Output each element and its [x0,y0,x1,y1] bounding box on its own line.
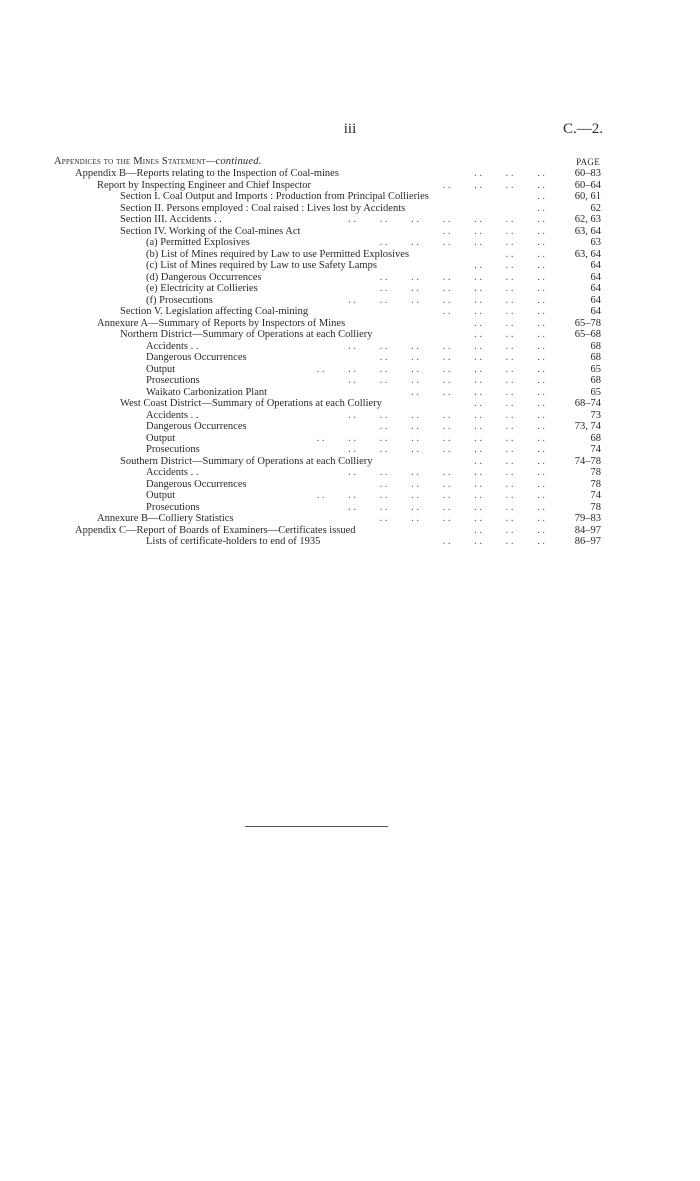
toc-entry-page: 62, 63 [574,214,601,225]
toc-entry [0,214,700,226]
toc-entry-title: West Coast District—Summary of Operations at each Colliery [120,398,382,409]
toc-entry [0,295,700,307]
toc-entry-page: 64 [590,271,601,283]
page-number: iii [343,121,357,137]
toc-entry-page: 86–97 [574,536,601,547]
toc-entry [0,226,700,238]
toc-entry-title: Prosecutions [146,444,200,455]
toc-entry-page: 68 [590,340,601,352]
toc-entry-page: 65 [590,386,601,398]
toc-entry-leader: . . . . . . . . . . . . . . [348,340,545,352]
toc-entry-page: 63, 64 [574,225,601,237]
toc-entry [0,398,700,410]
toc-entry-title: Southern District—Summary of Operations at each Colliery [120,455,373,467]
toc-entry-page: 64 [590,283,601,294]
toc-entry-page: 68 [590,375,601,386]
toc-entry [0,444,700,456]
toc-entry-leader: . . . . . . . . . . . . [379,478,545,490]
toc-entry-title: (a) Permitted Explosives [146,237,250,248]
toc-entry-title: Output [146,363,176,375]
toc-entry-leader: . . [537,202,545,214]
toc-entry-leader: . . . . . . . . . . . . . . [348,375,545,386]
toc-entry [0,306,700,318]
document-reference: C.—2. [562,121,603,137]
toc-entry [0,421,700,433]
toc-entry [0,410,700,422]
toc-entry-page: 63 [590,237,601,248]
toc-entry-leader: . . . . . . . . . . . . . . . . [316,490,545,501]
toc-entry [0,456,700,468]
toc-entry [0,260,700,272]
toc-entry-title: Section I. Coal Output and Imports : Production from Principal Collieries [120,191,429,202]
toc-entry-leader: . . . . . . . . . . . . . . [348,501,545,513]
toc-entry-leader: . . . . . . [474,455,545,467]
toc-entry-page: 64 [590,294,601,306]
toc-entry-title: Annexure B—Colliery Statistics [97,513,234,524]
toc-entry-leader: . . . . . . . . . . . . . . [348,214,545,225]
toc-entry-leader: . . . . [505,248,545,260]
toc-entry-page: 74–78 [574,455,601,467]
toc-entry [0,536,700,548]
toc-entry-leader: . . . . . . [474,398,545,409]
toc-entry-page: 68 [590,352,601,363]
toc-entry-title: Dangerous Occurrences [146,352,247,363]
toc-entry-title: Accidents . . [146,467,199,478]
toc-entry-title: Appendix B—Reports relating to the Inspection of Coal-mines [75,168,339,179]
toc-entry-leader: . . . . . . . . . . . . . . [348,409,545,421]
toc-entry [0,375,700,387]
toc-entry-page: 62 [590,202,601,214]
toc-entry-page: 68–74 [574,398,601,409]
toc-entry-title: Lists of certificate-holders to end of 1935 [146,536,321,547]
toc-entry-title: Appendix C—Report of Boards of Examiners—Certificates issued [75,524,356,536]
toc-entry-page: 60–64 [574,179,601,191]
toc-entry-title: Annexure A—Summary of Reports by Inspectors of Mines [97,317,346,329]
toc-entry-page: 68 [590,432,601,444]
toc-entry-page: 78 [590,501,601,513]
toc-entry-leader: . . . . . . [474,329,545,340]
toc-entry-title: Output [146,490,176,501]
toc-entry [0,502,700,514]
toc-entry-leader: . . . . . . . . . . [411,386,545,398]
toc-entry-title: Prosecutions [146,501,200,513]
toc-entry-title: (d) Dangerous Occurrences [146,271,262,283]
toc-entry-leader: . . . . . . . . . . . . . . [348,444,545,455]
toc-entry-leader: . . . . . . [474,317,545,329]
toc-entry-page: 73 [590,409,601,421]
toc-entry-leader: . . . . . . . . . . . . . . [348,467,545,478]
toc-entry-title: Report by Inspecting Engineer and Chief Inspector [97,179,312,191]
toc-entry-page: 84–97 [574,524,601,536]
toc-entry-leader: . . . . . . . . . . . . . . [348,294,545,306]
toc-entry-title: Section IV. Working of the Coal-mines Act [120,225,301,237]
toc-entry-leader: . . . . . . . . . . . . [379,352,545,363]
toc-entry-title: Output [146,432,176,444]
toc-entry-title: (f) Prosecutions [146,294,213,306]
toc-entry-title: Prosecutions [146,375,200,386]
toc-entry [0,352,700,364]
toc-entry [0,272,700,284]
toc-entry-title: (c) List of Mines required by Law to use Safety Lamps [146,260,377,271]
toc-entry-leader: . . . . . . [474,260,545,271]
toc-entry-leader: . . [537,191,545,202]
toc-entry-leader: . . . . . . . . . . . . . . . . [316,432,545,444]
toc-entry [0,479,700,491]
toc-entry-title: Accidents . . [146,409,199,421]
toc-entry-title: Accidents . . [146,340,199,352]
toc-entry-leader: . . . . . . . . [442,306,545,317]
section-heading [54,156,262,167]
section-heading-suffix: —continued. [205,156,262,167]
toc-entry-title: Dangerous Occurrences [146,421,247,432]
toc-entry-page: 63, 64 [574,248,601,260]
toc-entry-title: Section II. Persons employed : Coal raised : Lives lost by Accidents [120,202,406,214]
toc-entry-page: 78 [590,478,601,490]
toc-entry [0,387,700,399]
toc-entry [0,191,700,203]
toc-entry-leader: . . . . . . . . . . . . [379,237,545,248]
toc-entry-page: 73, 74 [574,421,601,432]
toc-entry [0,168,700,180]
closing-rule [245,826,388,827]
toc-entry-title: Northern District—Summary of Operations at each Colliery [120,329,373,340]
toc-entry [0,433,700,445]
toc-entry-leader: . . . . . . . . . . . . [379,421,545,432]
toc-entry-leader: . . . . . . . . [442,536,545,547]
toc-entry-leader: . . . . . . . . [442,225,545,237]
toc-entry [0,203,700,215]
toc-entry-page: 65 [590,363,601,375]
toc-entry-title: (b) List of Mines required by Law to use Permitted Explosives [146,248,410,260]
toc-entry-page: 79–83 [574,513,601,524]
toc-entry-leader: . . . . . . . . [442,179,545,191]
toc-entry-page: 64 [590,260,601,271]
toc-entry [0,180,700,192]
toc-entry-page: 65–78 [574,317,601,329]
toc-entry [0,329,700,341]
toc-entry [0,513,700,525]
toc-entry-page: 65–68 [574,329,601,340]
toc-entry-page: 64 [590,306,601,317]
toc-entry-leader: . . . . . . . . . . . . [379,283,545,294]
toc-entry [0,525,700,537]
toc-entry [0,249,700,261]
toc-entry [0,283,700,295]
toc-entry-leader: . . . . . . . . . . . . [379,271,545,283]
section-heading-main: Appendices to the Mines Statement [54,156,206,167]
toc-entry-title: Section III. Accidents . . [120,214,222,225]
toc-entry [0,490,700,502]
toc-entry-leader: . . . . . . [474,168,545,179]
toc-entry-title: Section V. Legislation affecting Coal-mining [120,306,309,317]
toc-entry-title: (e) Electricity at Collieries [146,283,258,294]
toc-entry [0,341,700,353]
toc-entry-leader: . . . . . . . . . . . . . . . . [316,363,545,375]
toc-entry-page: 78 [590,467,601,478]
toc-entry-title: Waikato Carbonization Plant [146,386,268,398]
toc-entry [0,318,700,330]
toc-entry-page: 60–83 [574,168,601,179]
toc-entry-page: 74 [590,490,601,501]
toc-entry [0,467,700,479]
toc-entry [0,364,700,376]
page-column-heading: PAGE [576,157,600,167]
toc-entry-leader: . . . . . . . . . . . . [379,513,545,524]
toc-entry [0,237,700,249]
toc-entry-leader: . . . . . . [474,524,545,536]
toc-entry-page: 74 [590,444,601,455]
toc-entry-page: 60, 61 [574,191,601,202]
toc-entry-title: Dangerous Occurrences [146,478,247,490]
